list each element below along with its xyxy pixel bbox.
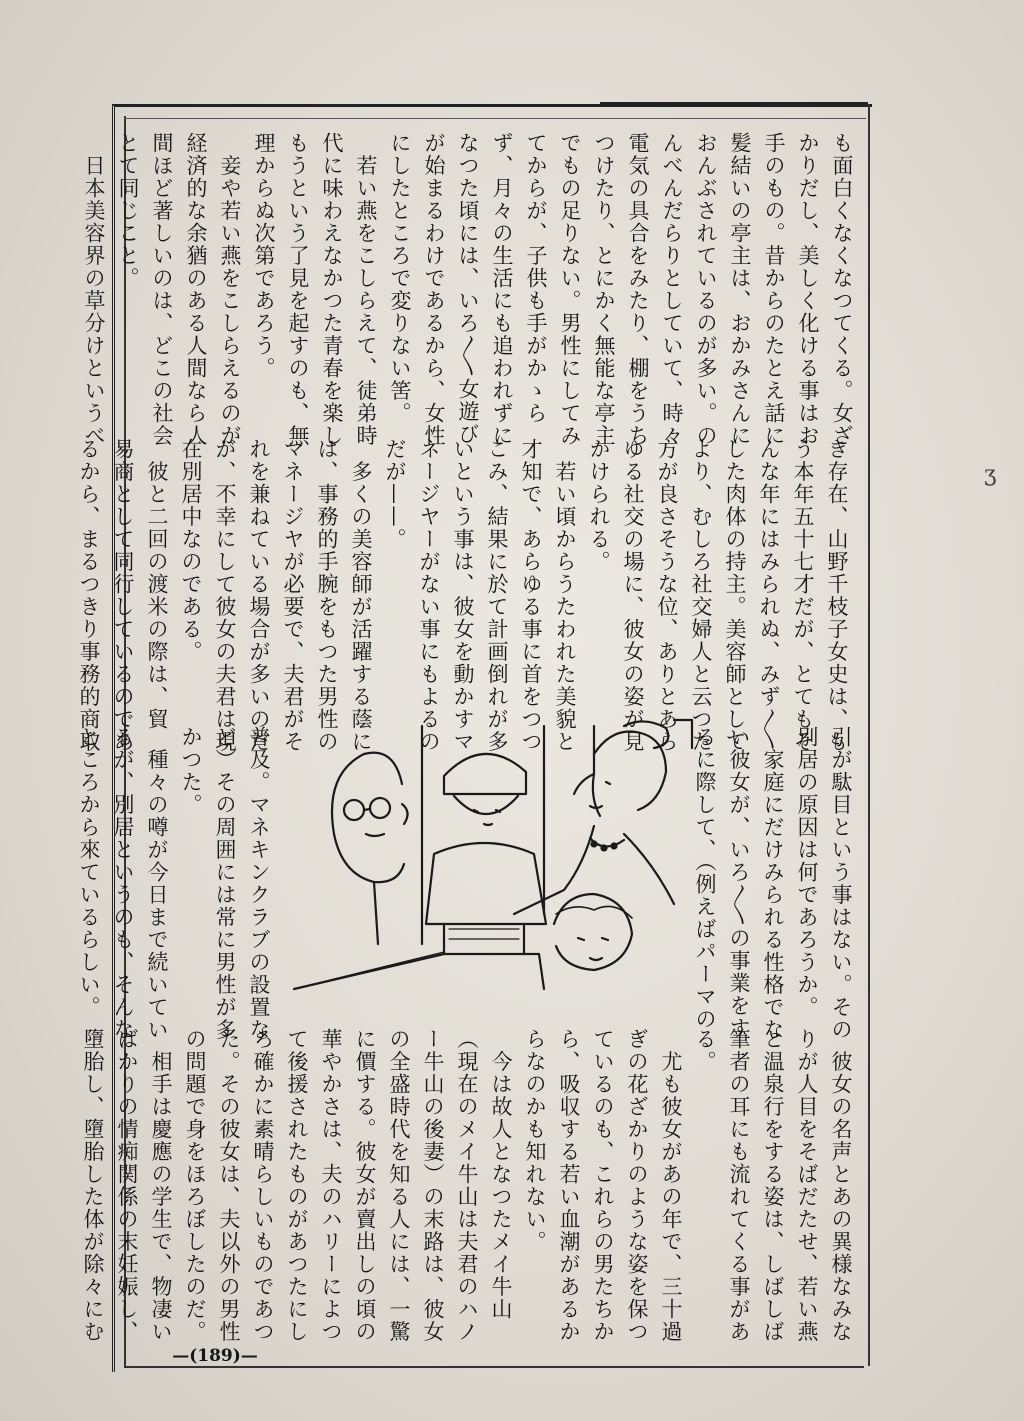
text-line: 方が良さそうな位、ありとあら	[655, 438, 679, 753]
text-line: ろ確かに素晴らしいものであつ	[251, 1028, 275, 1343]
text-line: の問題で身をほろぼしたのだ。	[183, 1028, 207, 1343]
text-line: らなのかも知れない。	[523, 1028, 547, 1253]
text-line: かけられる。	[587, 438, 611, 573]
text-line: ど）その周囲には常に男性が多	[213, 726, 237, 1041]
text-line: 若い燕をこしらえて、徒弟時	[354, 132, 378, 447]
text-line: る。	[693, 1028, 717, 1073]
text-block-bottom-wide	[81, 1028, 858, 1350]
text-line: 電気の具合をみたり、棚をうち	[626, 132, 650, 447]
text-line: こみ、結果に於て計画倒れが多	[485, 438, 509, 753]
text-line: にしたところで変りない筈。	[388, 132, 412, 425]
text-line: いという事は、彼女を動かすマ	[451, 438, 475, 753]
text-line: 多くの美容師が活躍する蔭に	[349, 438, 373, 753]
text-line: りが人目をそばだたせ、若い燕	[795, 1028, 819, 1343]
text-line: 華やかさは、夫のハリーによつ	[319, 1028, 343, 1343]
text-line: ぎの花ざかりのような姿を保つ	[625, 1028, 649, 1343]
text-block-bottom-right	[693, 726, 858, 1041]
text-line: んべんだらりとしていて、時々	[660, 132, 684, 447]
text-line: した肉体の持主。美容師として	[723, 438, 747, 753]
text-line: も面白くなくなつてくる。女ざ	[830, 132, 854, 447]
text-line: は、事務的手腕をもつた男性の	[315, 438, 339, 753]
text-line: つけたり、とにかく無能な亭主	[592, 132, 616, 447]
text-line: るが、別居というのも、そんな	[111, 726, 135, 1041]
page-number-text: —(189)—	[172, 1346, 258, 1366]
frame-inner-top-rule	[124, 118, 866, 119]
frame-right-rule	[868, 104, 870, 1366]
text-block-top	[82, 132, 859, 447]
text-line: 普及。マネキンクラブの設置な	[247, 726, 271, 1041]
text-line: 代に味わえなかつた青春を楽し	[320, 132, 344, 447]
text-line: ところから來ているらしい。	[77, 726, 101, 1019]
text-line: 彼と二回の渡米の際は、貿	[145, 438, 169, 731]
text-line: き存在、山野千枝子女史は、も	[825, 438, 849, 753]
salon-illustration-drawing	[294, 714, 704, 1014]
text-line: た。その彼女は、夫以外の男性	[217, 1028, 241, 1343]
text-line: い彼女が、いろ〳〵の事業をす	[727, 726, 751, 1040]
text-line: 髪結いの亭主は、おかみさんに	[728, 132, 752, 447]
text-line: が始まるわけであるから、女性	[422, 132, 446, 447]
text-line: て後援されたものがあつたにし	[285, 1028, 309, 1343]
text-line: おんぶされているのが多い。の	[694, 132, 718, 447]
text-line: と温泉行をする姿は、しばしば	[761, 1028, 785, 1343]
text-line: 若い頃からうたわれた美貌と	[553, 438, 577, 753]
text-line: 引が駄目という事はない。その	[829, 726, 853, 1041]
text-line: かりだし、美しく化ける事はお	[796, 132, 820, 447]
text-line: かつた。	[179, 726, 203, 816]
text-line: ら、吸収する若い血潮があるか	[557, 1028, 581, 1343]
text-line: 尤も彼女があの年で、三十過	[659, 1028, 683, 1343]
text-line: （現在のメイ牛山は夫君のハノ	[455, 1028, 479, 1343]
text-line: るに際して、（例えばパーマの	[693, 726, 717, 1031]
text-line: んな年にはみられぬ、みず〳〵	[757, 438, 781, 752]
text-line: るから、まるつきり事務的商取	[77, 438, 101, 753]
text-line: より、むしろ社交婦人と云つた	[689, 438, 713, 753]
text-line: う本年五十七才だが、とてもそ	[791, 438, 815, 753]
text-line: 妾や若い燕をこしらえるのが	[218, 132, 242, 447]
text-line: 彼女の名声とあの異様なみな	[829, 1028, 853, 1343]
text-block-bottom-left	[77, 726, 276, 1048]
text-line: 別居の原因は何であろうか。	[795, 726, 819, 1019]
text-line: 経済的な余猶のある人間なら人	[184, 132, 208, 447]
text-line: 理からぬ次第であろう。	[252, 132, 276, 380]
text-line: とて同じこと。	[116, 132, 140, 290]
text-line: ゆる社交の場に、彼女の姿が見	[621, 438, 645, 753]
text-line: 墮胎し、墮胎した体が除々にむ	[81, 1028, 105, 1343]
text-line: に價する。彼女が賣出しの頃の	[353, 1028, 377, 1343]
text-line: 相手は慶應の学生で、物凄い	[149, 1028, 173, 1343]
text-line: なつた頃には、いろ〳〵女遊び	[456, 132, 480, 446]
text-line: ているのも、これらの男たちか	[591, 1028, 615, 1343]
page-number	[150, 1346, 280, 1372]
text-line: だが——。	[383, 438, 407, 551]
text-line: 間ほど著しいのは、どこの社会	[150, 132, 174, 447]
text-line: ネージヤーがない事にもよるの	[417, 438, 441, 753]
text-line: の全盛時代を知る人には、一驚	[387, 1028, 411, 1343]
text-line: 易商として同行しているのであ	[111, 438, 135, 753]
text-line: てからが、子供も手がかゝら	[524, 132, 548, 425]
text-line: 筆者の耳にも流れてくる事があ	[727, 1028, 751, 1343]
text-block-middle	[77, 438, 854, 753]
text-line: もうという了見を起すのも、無	[286, 132, 310, 447]
text-line: 在別居中なのである。	[179, 438, 203, 663]
text-line: でもの足りない。男性にしてみ	[558, 132, 582, 447]
text-line: 手のもの。昔からのたとえ話に	[762, 132, 786, 447]
text-line: 家庭にだけみられる性格でな	[761, 726, 785, 1041]
frame-top-rule	[600, 102, 868, 104]
text-line: 種々の噂が今日まで続いてい	[145, 726, 169, 1041]
text-line: 才知で、あらゆる事に首をつつ	[519, 438, 543, 753]
text-line: が、不幸にして彼女の夫君は現	[213, 438, 237, 753]
salon-illustration	[294, 714, 704, 1014]
text-line: れを兼ねている場合が多いのだ	[247, 438, 271, 753]
margin-mark: ʒ	[984, 462, 997, 487]
text-line: ず、月々の生活にも追われずに	[490, 132, 514, 447]
text-line: ー牛山の後妻）の末路は、彼女	[421, 1028, 445, 1343]
text-line: ばかりの情痴関係の末妊娠し、	[115, 1028, 139, 1343]
text-line: 日本美容界の草分けというべ	[82, 132, 106, 447]
text-line: 今は故人となつたメイ牛山	[489, 1028, 513, 1321]
text-line: マネージヤが必要で、夫君がそ	[281, 438, 305, 753]
